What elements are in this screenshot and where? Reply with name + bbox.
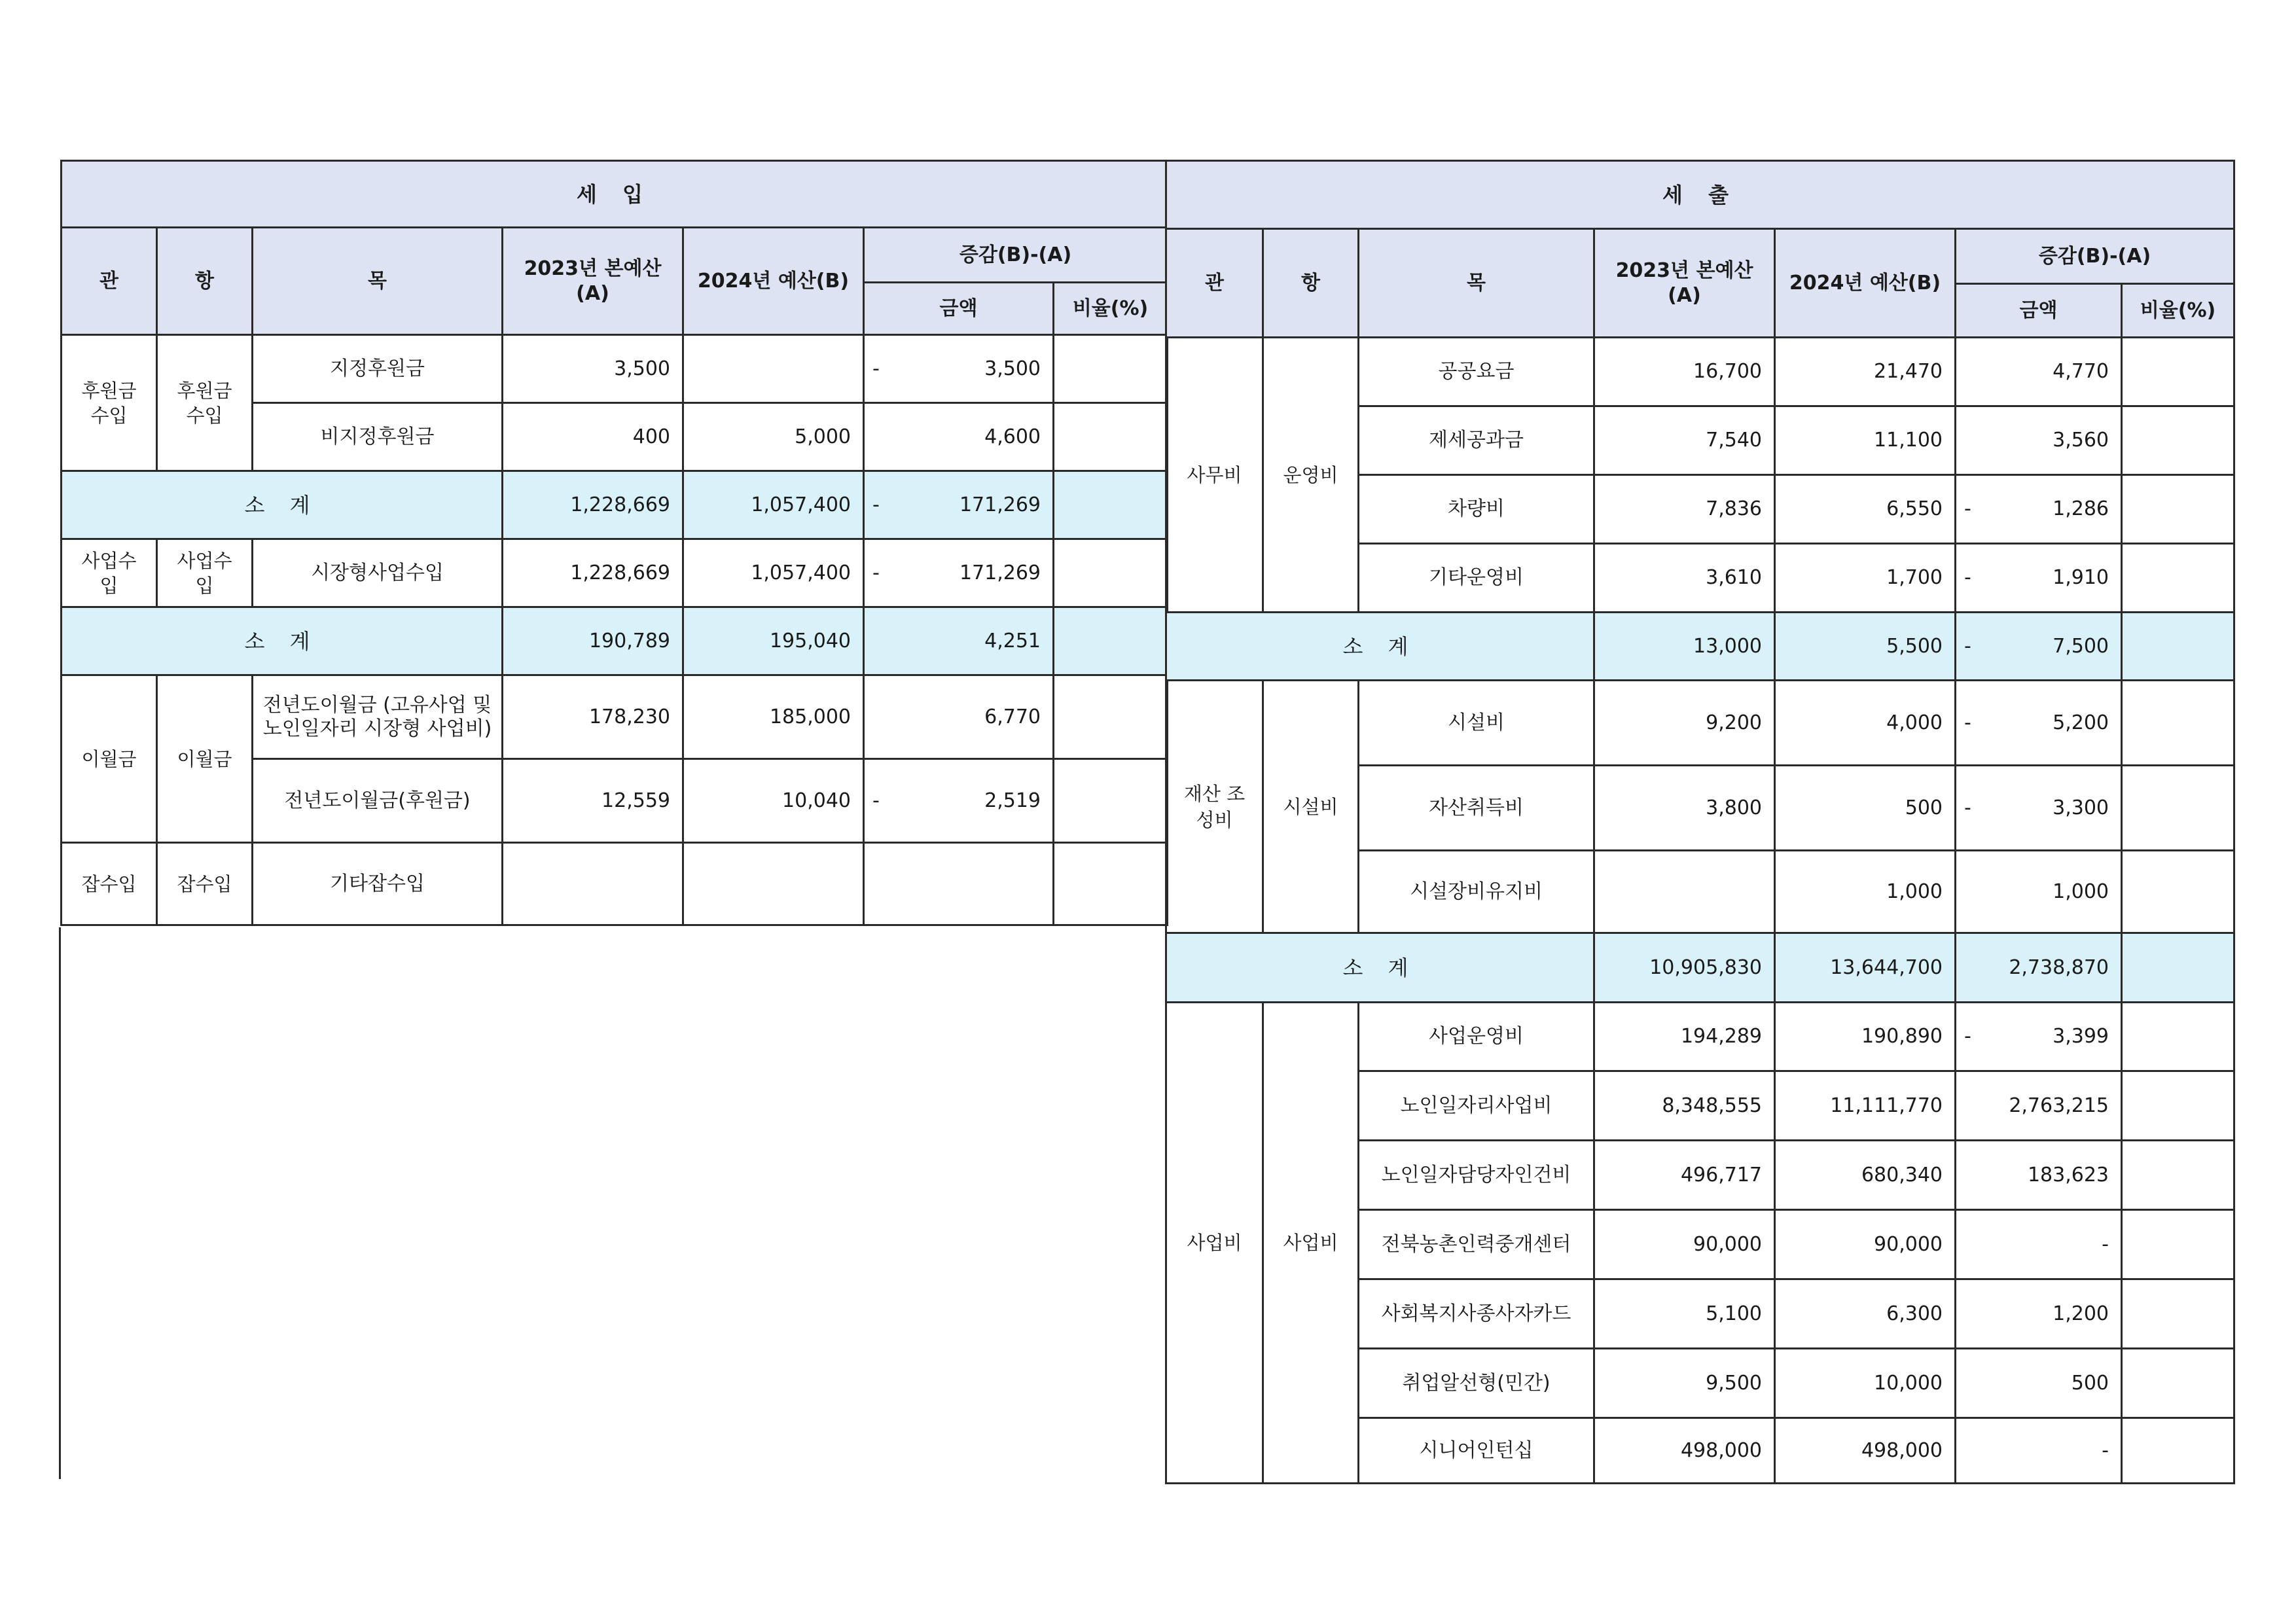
- expense-header-hang: 항: [1263, 229, 1359, 338]
- ratio-cell: [1054, 607, 1168, 675]
- subtotal-row: [62, 607, 1168, 675]
- expense-table: [1165, 160, 2235, 1484]
- ratio-cell: [1054, 843, 1168, 925]
- amount-value: 2,519: [984, 789, 1041, 812]
- mok-cell: 전북농촌인력중개센터: [1359, 1210, 1594, 1279]
- amount-value: 4,251: [984, 629, 1041, 652]
- amount-cell: [1956, 1003, 2122, 1071]
- amount-value: 500: [2071, 1371, 2109, 1395]
- mok-cell: 차량비: [1359, 475, 1594, 544]
- ratio-cell: [2122, 1003, 2234, 1071]
- revenue-header-amount: 금액: [864, 283, 1054, 335]
- revenue-header-hang: 항: [157, 228, 253, 335]
- curr-cell: 11,111,770: [1775, 1071, 1956, 1141]
- mok-cell: 노인일자담당자인건비: [1359, 1141, 1594, 1210]
- gwan-cell: 사무비: [1166, 338, 1263, 613]
- prev-cell: 7,540: [1594, 406, 1775, 475]
- curr-cell: 10,000: [1775, 1349, 1956, 1418]
- hang-cell: 시설비: [1263, 681, 1359, 933]
- amount-cell: [1956, 338, 2122, 406]
- mok-cell: 사회복지사종사자카드: [1359, 1279, 1594, 1349]
- ratio-cell: [1054, 403, 1168, 471]
- gwan-cell: 잡수입: [62, 843, 157, 925]
- revenue-header-curr: 2024년 예산(B): [683, 228, 864, 335]
- ratio-cell: [1054, 471, 1168, 539]
- expense-header-amount: 금액: [1956, 284, 2122, 338]
- amount-cell: [1956, 475, 2122, 544]
- curr-cell: 5,500: [1775, 613, 1956, 681]
- minus-sign: -: [872, 357, 880, 380]
- ratio-cell: [2122, 544, 2234, 613]
- hang-cell: 잡수입: [157, 843, 253, 925]
- amount-cell: [1956, 613, 2122, 681]
- amount-cell: [864, 843, 1054, 925]
- expense-title: 세 출: [1166, 161, 2234, 229]
- amount-cell: [1956, 1279, 2122, 1349]
- subtotal-label: 소 계: [1166, 933, 1594, 1003]
- curr-cell: 5,000: [683, 403, 864, 471]
- prev-cell: 496,717: [1594, 1141, 1775, 1210]
- amount-value: 1,910: [2053, 566, 2109, 589]
- subtotal-row: [62, 471, 1168, 539]
- mok-cell: 제세공과금: [1359, 406, 1594, 475]
- amount-cell: [1956, 851, 2122, 933]
- ratio-cell: [2122, 1071, 2234, 1141]
- revenue-header-ratio: 비율(%): [1054, 283, 1168, 335]
- curr-cell: 1,000: [1775, 851, 1956, 933]
- minus-sign: -: [872, 561, 880, 584]
- revenue-title: 세 입: [62, 161, 1168, 228]
- mok-cell: 노인일자리사업비: [1359, 1071, 1594, 1141]
- mok-cell: 시장형사업수입: [253, 539, 503, 607]
- expense-header-gwan: 관: [1166, 229, 1263, 338]
- gwan-cell: 사업비: [1166, 1003, 1263, 1484]
- curr-cell: 10,040: [683, 759, 864, 843]
- curr-cell: 21,470: [1775, 338, 1956, 406]
- curr-cell: 6,550: [1775, 475, 1956, 544]
- revenue-header-prev: 2023년 본예산(A): [503, 228, 683, 335]
- expense-header-curr: 2024년 예산(B): [1775, 229, 1956, 338]
- curr-cell: 185,000: [683, 675, 864, 759]
- prev-cell: 190,789: [503, 607, 683, 675]
- minus-sign: -: [1964, 1025, 1971, 1048]
- curr-cell: 1,057,400: [683, 539, 864, 607]
- gwan-cell: 이월금: [62, 675, 157, 843]
- expense-header-diff: 증감(B)-(A): [1956, 229, 2234, 284]
- mok-cell: 자산취득비: [1359, 766, 1594, 851]
- revenue-header-diff: 증감(B)-(A): [864, 228, 1168, 283]
- amount-value: 1,000: [2053, 880, 2109, 903]
- ratio-cell: [2122, 406, 2234, 475]
- ratio-cell: [2122, 681, 2234, 766]
- amount-value: 3,300: [2053, 796, 2109, 819]
- prev-cell: 90,000: [1594, 1210, 1775, 1279]
- hang-cell: 운영비: [1263, 338, 1359, 613]
- prev-cell: 10,905,830: [1594, 933, 1775, 1003]
- ratio-cell: [2122, 475, 2234, 544]
- ratio-cell: [1054, 335, 1168, 403]
- table-row: [62, 843, 1168, 925]
- ratio-cell: [2122, 1141, 2234, 1210]
- prev-cell: 498,000: [1594, 1418, 1775, 1484]
- prev-cell: 3,500: [503, 335, 683, 403]
- amount-value: 3,500: [984, 357, 1041, 380]
- prev-cell: 9,500: [1594, 1349, 1775, 1418]
- hang-cell: 이월금: [157, 675, 253, 843]
- expense-header-mok: 목: [1359, 229, 1594, 338]
- mok-cell: 시설비: [1359, 681, 1594, 766]
- curr-cell: 190,890: [1775, 1003, 1956, 1071]
- revenue-header-mok: 목: [253, 228, 503, 335]
- minus-sign: -: [1964, 497, 1971, 520]
- curr-cell: 1,057,400: [683, 471, 864, 539]
- prev-cell: [503, 843, 683, 925]
- amount-value: 1,286: [2053, 497, 2109, 520]
- hang-cell: 사업비: [1263, 1003, 1359, 1484]
- minus-sign: -: [1964, 634, 1971, 658]
- prev-cell: 400: [503, 403, 683, 471]
- curr-cell: 4,000: [1775, 681, 1956, 766]
- mok-cell: 취업알선형(민간): [1359, 1349, 1594, 1418]
- mok-cell: 전년도이월금 (고유사업 및 노인일자리 시장형 사업비): [253, 675, 503, 759]
- table-row: [62, 675, 1168, 759]
- minus-sign: -: [1964, 566, 1971, 589]
- mok-cell: 지정후원금: [253, 335, 503, 403]
- subtotal-row: [1166, 933, 2234, 1003]
- amount-value: 6,770: [984, 705, 1041, 728]
- amount-cell: [1956, 1210, 2122, 1279]
- curr-cell: 680,340: [1775, 1141, 1956, 1210]
- subtotal-label: 소 계: [1166, 613, 1594, 681]
- minus-sign: -: [872, 789, 880, 812]
- subtotal-label: 소 계: [62, 471, 503, 539]
- curr-cell: 498,000: [1775, 1418, 1956, 1484]
- amount-value: 7,500: [2053, 634, 2109, 658]
- prev-cell: 8,348,555: [1594, 1071, 1775, 1141]
- hang-cell: 사업수입: [157, 539, 253, 607]
- ratio-cell: [2122, 851, 2234, 933]
- hang-cell: 후원금 수입: [157, 335, 253, 471]
- amount-value: 4,770: [2053, 360, 2109, 383]
- mok-cell: 시니어인턴십: [1359, 1418, 1594, 1484]
- prev-cell: 9,200: [1594, 681, 1775, 766]
- amount-value: 2,763,215: [2009, 1094, 2109, 1117]
- curr-cell: [683, 843, 864, 925]
- amount-value: 171,269: [959, 561, 1041, 584]
- mok-cell: 시설장비유지비: [1359, 851, 1594, 933]
- amount-value: 3,399: [2053, 1025, 2109, 1048]
- curr-cell: 6,300: [1775, 1279, 1956, 1349]
- prev-cell: 1,228,669: [503, 471, 683, 539]
- amount-cell: [864, 607, 1054, 675]
- ratio-cell: [2122, 1349, 2234, 1418]
- mok-cell: 전년도이월금(후원금): [253, 759, 503, 843]
- ratio-cell: [2122, 1418, 2234, 1484]
- prev-cell: 12,559: [503, 759, 683, 843]
- mok-cell: 비지정후원금: [253, 403, 503, 471]
- prev-cell: 13,000: [1594, 613, 1775, 681]
- amount-value: 171,269: [959, 493, 1041, 516]
- amount-cell: [864, 675, 1054, 759]
- amount-cell: [1956, 681, 2122, 766]
- amount-cell: [864, 403, 1054, 471]
- expense-header-prev: 2023년 본예산(A): [1594, 229, 1775, 338]
- mok-cell: 기타운영비: [1359, 544, 1594, 613]
- prev-cell: 1,228,669: [503, 539, 683, 607]
- prev-cell: 194,289: [1594, 1003, 1775, 1071]
- curr-cell: 13,644,700: [1775, 933, 1956, 1003]
- ratio-cell: [2122, 933, 2234, 1003]
- amount-value: -: [2102, 1232, 2109, 1256]
- amount-cell: [1956, 406, 2122, 475]
- revenue-header-gwan: 관: [62, 228, 157, 335]
- curr-cell: 11,100: [1775, 406, 1956, 475]
- ratio-cell: [2122, 1279, 2234, 1349]
- amount-cell: [864, 335, 1054, 403]
- gwan-cell: 사업수입: [62, 539, 157, 607]
- amount-cell: [1956, 933, 2122, 1003]
- amount-cell: [1956, 1071, 2122, 1141]
- amount-cell: [864, 539, 1054, 607]
- prev-cell: 7,836: [1594, 475, 1775, 544]
- ratio-cell: [1054, 759, 1168, 843]
- prev-cell: 16,700: [1594, 338, 1775, 406]
- mok-cell: 사업운영비: [1359, 1003, 1594, 1071]
- curr-cell: 500: [1775, 766, 1956, 851]
- revenue-table: [60, 160, 1168, 926]
- table-row: [62, 335, 1168, 403]
- gwan-cell: 재산 조성비: [1166, 681, 1263, 933]
- amount-value: 5,200: [2053, 711, 2109, 734]
- curr-cell: 90,000: [1775, 1210, 1956, 1279]
- ratio-cell: [2122, 613, 2234, 681]
- prev-cell: 3,800: [1594, 766, 1775, 851]
- minus-sign: -: [1964, 796, 1971, 819]
- curr-cell: 195,040: [683, 607, 864, 675]
- amount-value: 183,623: [2027, 1163, 2109, 1186]
- table-row: [1166, 1003, 2234, 1071]
- mok-cell: 공공요금: [1359, 338, 1594, 406]
- minus-sign: -: [872, 493, 880, 516]
- expense-header-ratio: 비율(%): [2122, 284, 2234, 338]
- prev-cell: 3,610: [1594, 544, 1775, 613]
- amount-cell: [1956, 1418, 2122, 1484]
- ratio-cell: [2122, 1210, 2234, 1279]
- left-border-line: [59, 927, 61, 1479]
- curr-cell: [683, 335, 864, 403]
- table-row: [1166, 681, 2234, 766]
- prev-cell: 178,230: [503, 675, 683, 759]
- amount-value: 2,738,870: [2009, 955, 2109, 979]
- amount-cell: [1956, 544, 2122, 613]
- curr-cell: 1,700: [1775, 544, 1956, 613]
- amount-value: 1,200: [2053, 1302, 2109, 1325]
- ratio-cell: [2122, 766, 2234, 851]
- table-row: [62, 539, 1168, 607]
- subtotal-row: [1166, 613, 2234, 681]
- amount-value: 3,560: [2053, 429, 2109, 452]
- ratio-cell: [2122, 338, 2234, 406]
- amount-cell: [864, 471, 1054, 539]
- amount-cell: [1956, 766, 2122, 851]
- ratio-cell: [1054, 675, 1168, 759]
- amount-cell: [1956, 1349, 2122, 1418]
- amount-cell: [1956, 1141, 2122, 1210]
- subtotal-label: 소 계: [62, 607, 503, 675]
- amount-cell: [864, 759, 1054, 843]
- mok-cell: 기타잡수입: [253, 843, 503, 925]
- minus-sign: -: [1964, 711, 1971, 734]
- amount-value: -: [2102, 1438, 2109, 1462]
- table-row: [1166, 338, 2234, 406]
- prev-cell: 5,100: [1594, 1279, 1775, 1349]
- ratio-cell: [1054, 539, 1168, 607]
- amount-value: 4,600: [984, 425, 1041, 448]
- gwan-cell: 후원금 수입: [62, 335, 157, 471]
- prev-cell: [1594, 851, 1775, 933]
